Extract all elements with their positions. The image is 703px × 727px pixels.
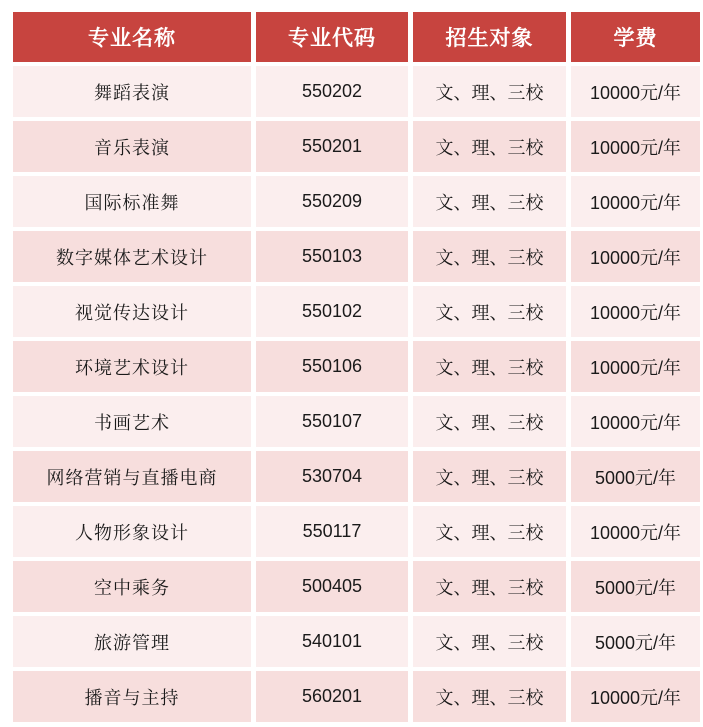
column-header-admission-target: 招生对象 [413, 12, 566, 62]
cell-major-code: 550103 [256, 231, 408, 282]
cell-tuition: 10000元/年 [571, 66, 700, 117]
cell-major-name: 播音与主持 [13, 671, 251, 722]
column-header-major-code: 专业代码 [256, 12, 408, 62]
cell-major-name: 旅游管理 [13, 616, 251, 667]
cell-admission-target: 文、理、三校 [413, 121, 566, 172]
table-row [13, 66, 700, 117]
table-row [13, 451, 700, 502]
cell-admission-target: 文、理、三校 [413, 616, 566, 667]
cell-admission-target: 文、理、三校 [413, 506, 566, 557]
cell-tuition: 10000元/年 [571, 286, 700, 337]
majors-table [8, 8, 703, 726]
table-row [13, 561, 700, 612]
cell-major-name: 数字媒体艺术设计 [13, 231, 251, 282]
table-row [13, 506, 700, 557]
cell-tuition: 5000元/年 [571, 561, 700, 612]
table-row [13, 286, 700, 337]
cell-tuition: 10000元/年 [571, 121, 700, 172]
cell-major-code: 550102 [256, 286, 408, 337]
table-header [13, 12, 700, 62]
table-header-row [13, 12, 700, 62]
cell-major-name: 空中乘务 [13, 561, 251, 612]
cell-tuition: 5000元/年 [571, 451, 700, 502]
cell-major-code: 550107 [256, 396, 408, 447]
cell-major-name: 网络营销与直播电商 [13, 451, 251, 502]
cell-tuition: 5000元/年 [571, 616, 700, 667]
cell-major-code: 560201 [256, 671, 408, 722]
cell-major-code: 550106 [256, 341, 408, 392]
table-row [13, 396, 700, 447]
cell-major-name: 国际标准舞 [13, 176, 251, 227]
table-row [13, 616, 700, 667]
cell-major-name: 视觉传达设计 [13, 286, 251, 337]
table-row [13, 231, 700, 282]
cell-major-code: 550202 [256, 66, 408, 117]
cell-tuition: 10000元/年 [571, 176, 700, 227]
cell-major-code: 500405 [256, 561, 408, 612]
cell-major-code: 550117 [256, 506, 408, 557]
cell-tuition: 10000元/年 [571, 506, 700, 557]
cell-tuition: 10000元/年 [571, 671, 700, 722]
cell-tuition: 10000元/年 [571, 231, 700, 282]
cell-major-code: 550201 [256, 121, 408, 172]
cell-admission-target: 文、理、三校 [413, 176, 566, 227]
cell-major-code: 540101 [256, 616, 408, 667]
table-body [13, 66, 700, 722]
table-row [13, 341, 700, 392]
cell-admission-target: 文、理、三校 [413, 451, 566, 502]
cell-admission-target: 文、理、三校 [413, 561, 566, 612]
cell-admission-target: 文、理、三校 [413, 286, 566, 337]
cell-major-code: 550209 [256, 176, 408, 227]
table-row [13, 671, 700, 722]
cell-admission-target: 文、理、三校 [413, 231, 566, 282]
cell-admission-target: 文、理、三校 [413, 66, 566, 117]
cell-admission-target: 文、理、三校 [413, 671, 566, 722]
column-header-major-name: 专业名称 [13, 12, 251, 62]
cell-major-name: 音乐表演 [13, 121, 251, 172]
column-header-tuition: 学费 [571, 12, 700, 62]
cell-tuition: 10000元/年 [571, 396, 700, 447]
cell-admission-target: 文、理、三校 [413, 341, 566, 392]
cell-admission-target: 文、理、三校 [413, 396, 566, 447]
cell-tuition: 10000元/年 [571, 341, 700, 392]
cell-major-name: 书画艺术 [13, 396, 251, 447]
table-row [13, 121, 700, 172]
cell-major-code: 530704 [256, 451, 408, 502]
cell-major-name: 环境艺术设计 [13, 341, 251, 392]
table-row [13, 176, 700, 227]
cell-major-name: 舞蹈表演 [13, 66, 251, 117]
cell-major-name: 人物形象设计 [13, 506, 251, 557]
